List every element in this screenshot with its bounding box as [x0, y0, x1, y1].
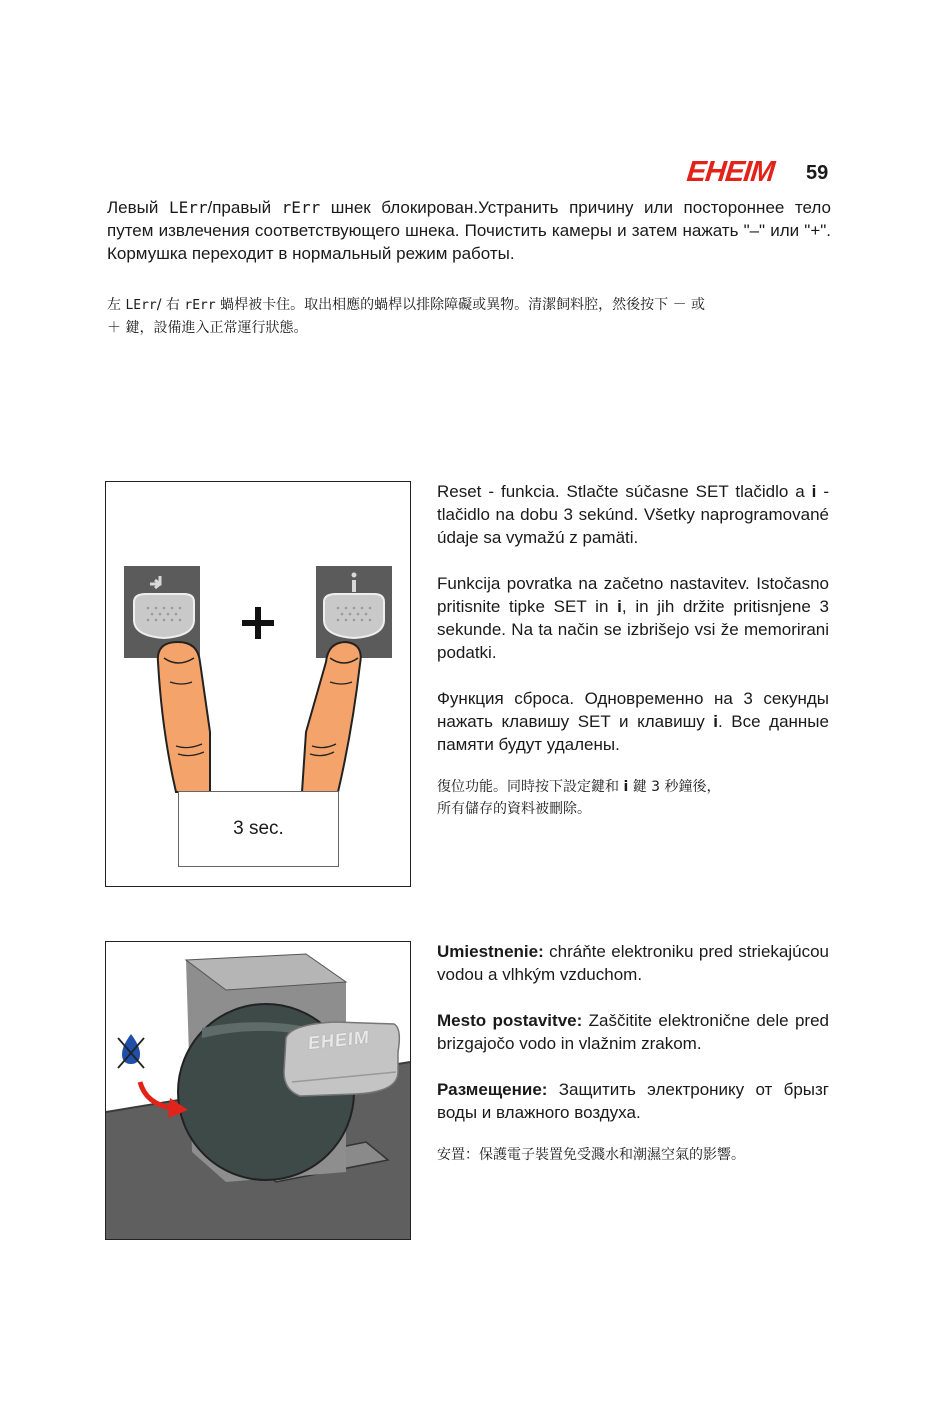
placement-ru-paragraph: [437, 1078, 829, 1124]
reset-sl-paragraph: [437, 572, 829, 664]
eheim-logo: EHEIM: [685, 156, 776, 188]
reset-ru-paragraph: [437, 687, 829, 756]
reset-sk-b: - tlačidlo na dobu 3 sekúnd. Všetky naprogramované údaje sa vymažú z pamäti.: [437, 482, 829, 547]
placement-sl-heading: Mesto postavitve:: [437, 1011, 583, 1030]
reset-ru-key: i: [713, 712, 719, 731]
reset-illustration: [105, 481, 411, 887]
left-finger-icon: [158, 642, 210, 792]
placement-zh-paragraph: 安置：保護電子裝置免受濺水和潮濕空氣的影響。: [437, 1147, 745, 1163]
right-finger-icon: [302, 642, 361, 792]
lerr-code: LErr: [168, 198, 208, 217]
zh-text-prefix: 左: [107, 297, 126, 313]
placement-sl-paragraph: [437, 1009, 829, 1055]
reset-sl-a: Funkcija povratka na začetno nastavitev. Istočasno pritisnite tipke SET in: [437, 574, 829, 616]
placement-sk-heading: Umiestnenie:: [437, 942, 544, 961]
ru-text-prefix: Левый: [107, 198, 169, 217]
placement-sk-text: chráňte elektroniku pred striekajúcou vodou a vlhkým vzduchom.: [437, 942, 829, 984]
placement-ru-text: Защитить электронику от брызг воды и влажного воздуха.: [437, 1080, 829, 1122]
device-eheim-logo: EHEIM: [307, 1026, 371, 1054]
rerr-code: rErr: [281, 198, 321, 217]
placement-sl-text: Zaščitite elektronične dele pred brizgajočo vodo in vlažnim zrakom.: [437, 1011, 829, 1053]
placement-ru-heading: Размещение:: [437, 1080, 548, 1099]
reset-zh-b: 鍵 3 秒鐘後，所有儲存的資料被刪除。: [437, 779, 721, 817]
ru-text-rest: шнек блокирован.Устранить причину или постороннее тело путем извлечения соответствующего шнека. Почистить камеры и затем нажать "–" или "+". Кормушка переходит в нормальный режим работы.: [107, 198, 831, 263]
reset-text-column: [437, 480, 829, 820]
reset-sk-key: i: [811, 482, 817, 501]
zh-rerr-code: rErr: [184, 298, 216, 313]
reset-zh-key: i: [623, 779, 629, 795]
reset-sl-b: , in jih držite pritisnjene 3 sekunde. Na ta način se izbrišejo vsi že memorirani podatki.: [437, 597, 829, 662]
placement-sk-paragraph: [437, 940, 829, 986]
no-water-drop-icon: [118, 1034, 144, 1068]
plus-icon: [242, 607, 274, 639]
reset-sk-paragraph: [437, 480, 829, 549]
zh-lerr-code: LErr: [125, 298, 157, 313]
page-number: 59: [806, 162, 829, 184]
reset-sk-a: Reset - funkcia. Stlačte súčasne SET tlačidlo a: [437, 482, 812, 501]
zh-error-paragraph: [107, 294, 707, 340]
reset-zh-a: 復位功能。同時按下設定鍵和: [437, 779, 624, 795]
placement-text-column: [437, 940, 829, 1166]
zh-text-rest: 蝸桿被卡住。取出相應的蝸桿以排除障礙或異物。清潔飼料腔，然後按下 － 或 ＋ 鍵，設備進入正常運行狀態。: [107, 297, 706, 336]
zh-text-mid: / 右: [156, 297, 185, 313]
reset-ru-b: . Все данные памяти будут удалены.: [437, 712, 829, 754]
ru-text-mid: /правый: [207, 198, 282, 217]
reset-ru-a: Функция сброса. Одновременно на 3 секунды нажать клавишу SET и клавишу: [437, 689, 829, 731]
ru-error-paragraph: [107, 196, 831, 265]
reset-sl-key: i: [617, 597, 622, 616]
placement-drawing: [106, 942, 410, 1239]
placement-illustration: [105, 941, 411, 1240]
duration-label: 3 sec.: [178, 791, 339, 867]
reset-zh-paragraph: [437, 776, 727, 820]
